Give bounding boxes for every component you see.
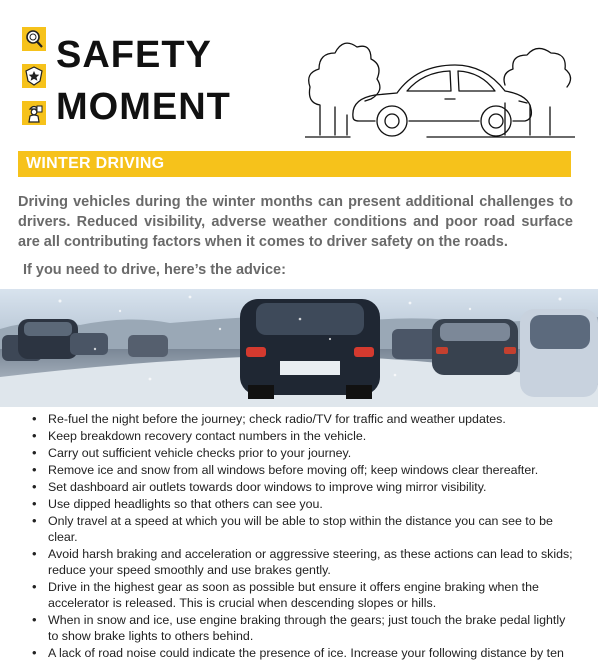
page-title-line2: MOMENT — [56, 86, 231, 128]
list-item: • Carry out sufficient vehicle checks prior to your journey. — [48, 445, 578, 461]
winter-traffic-photo — [0, 289, 598, 407]
list-item: • Drive in the highest gear as soon as possible but ensure it offers engine braking when the accelerator is released. This is crucial when descending slopes or hills. — [48, 579, 578, 611]
list-item: • When in snow and ice, use engine braking through the gears; just touch the brake pedal lightly to show brake lights to others behind. — [48, 612, 578, 644]
list-item: • A lack of road noise could indicate the presence of ice. Increase your following distance by ten — [48, 645, 578, 661]
intro-paragraph: Driving vehicles during the winter months can present additional challenges to drivers. Reduced visibility, adverse weather conditions and poor road surface are all contributing factors when it comes to driver safety on the roads. — [18, 194, 573, 250]
star-badge-icon — [22, 64, 46, 88]
list-item: • Only travel at a speed at which you will be able to stop within the distance you can see to be clear. — [48, 513, 578, 545]
car-illustration — [305, 25, 575, 145]
list-item: • Use dipped headlights so that others can see you. — [48, 496, 578, 512]
page-title-line1: SAFETY — [56, 34, 212, 76]
section-heading-bar — [18, 151, 571, 177]
section-heading: WINTER DRIVING — [26, 155, 165, 172]
list-item: • Set dashboard air outlets towards door windows to improve wing mirror visibility. — [48, 479, 578, 495]
worker-icon — [22, 101, 46, 125]
list-item: • Remove ice and snow from all windows before moving off; keep windows clear thereafter. — [48, 462, 578, 478]
advice-lead: If you need to drive, here’s the advice: — [23, 262, 286, 278]
list-item: • Avoid harsh braking and acceleration or aggressive steering, as these actions can lead to skids; reduce your speed smoothly and use brakes gently. — [48, 546, 578, 578]
magnifier-icon — [22, 27, 46, 51]
list-item: • Keep breakdown recovery contact numbers in the vehicle. — [48, 428, 578, 444]
list-item: • Re-fuel the night before the journey; check radio/TV for traffic and weather updates. — [48, 411, 578, 427]
advice-list — [18, 411, 578, 662]
